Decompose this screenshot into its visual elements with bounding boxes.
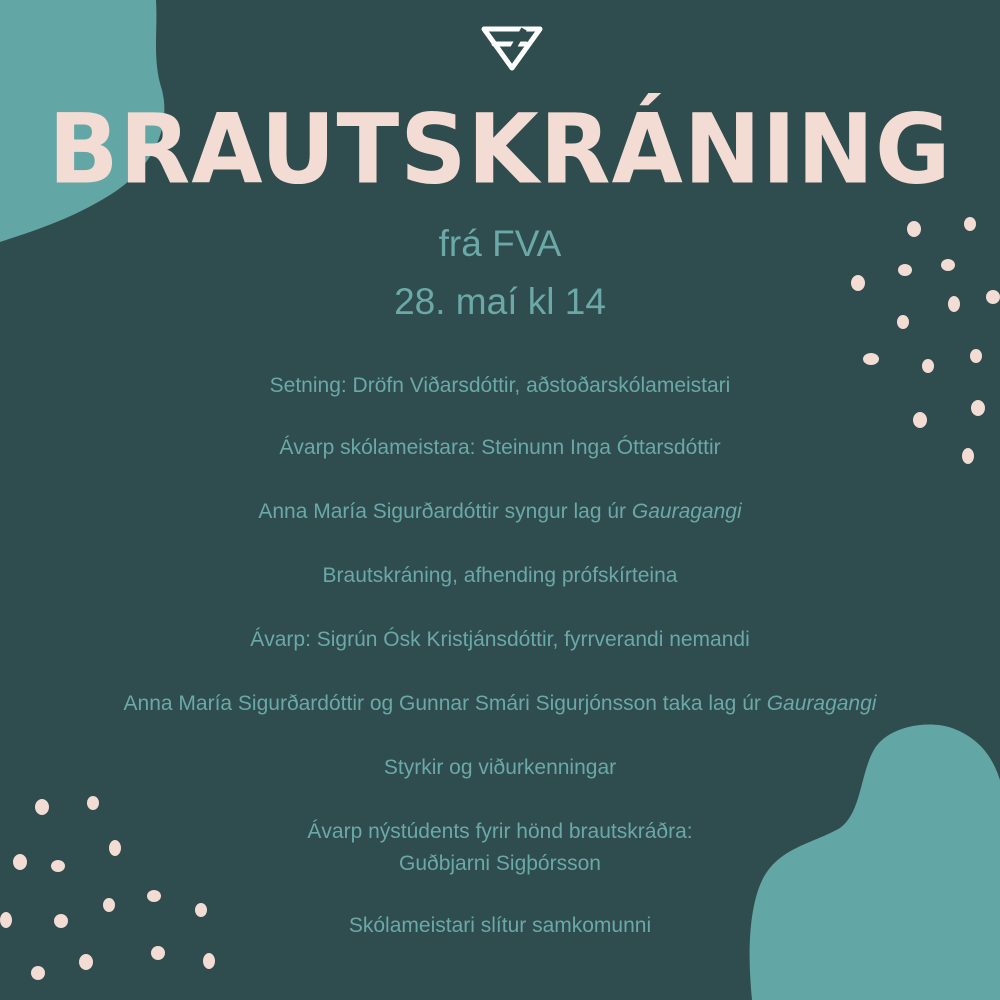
program-item-text: Skólameistari slítur samkomunni: [348, 914, 652, 937]
program-item: [0, 910, 1000, 942]
program-item: [0, 432, 1000, 464]
program-item: [0, 816, 1000, 880]
page-title: BRAUTSKRÁNING: [48, 93, 952, 206]
subtitle-date-time: 28. maí kl 14: [394, 281, 606, 322]
program-item-text: Ávarp: Sigrún Ósk Kristjánsdóttir, fyrrverandi nemandi: [250, 628, 750, 651]
program-item-text: Setning: Dröfn Viðarsdóttir, aðstoðarskólameistari: [269, 374, 731, 397]
program-item-speaker: Guðbjarni Sigþórsson: [399, 852, 601, 875]
program-item-italic: Gauragangi: [631, 500, 742, 523]
program-item-text: Anna María Sigurðardóttir syngur lag úr: [258, 500, 632, 523]
program-item-italic: Gauragangi: [766, 692, 877, 715]
program-item-text: Anna María Sigurðardóttir og Gunnar Smári Sigurjónsson taka lag úr: [123, 692, 767, 715]
program-item: [0, 370, 1000, 402]
program-item: [0, 496, 1000, 528]
program-item: [0, 688, 1000, 720]
program-item-text: Styrkir og viðurkenningar: [383, 756, 617, 779]
program-item: [0, 752, 1000, 784]
program-item: [0, 560, 1000, 592]
school-logo-icon: [480, 24, 544, 74]
program-item: [0, 624, 1000, 656]
program-item-text: Ávarp skólameistara: Steinunn Inga Óttarsdóttir: [279, 436, 721, 459]
program-item-text: Brautskráning, afhending prófskírteina: [322, 564, 678, 587]
program-item-text: Ávarp nýstúdents fyrir hönd brautskráðra:: [307, 820, 693, 843]
subtitle-organizer: frá FVA: [438, 223, 562, 264]
